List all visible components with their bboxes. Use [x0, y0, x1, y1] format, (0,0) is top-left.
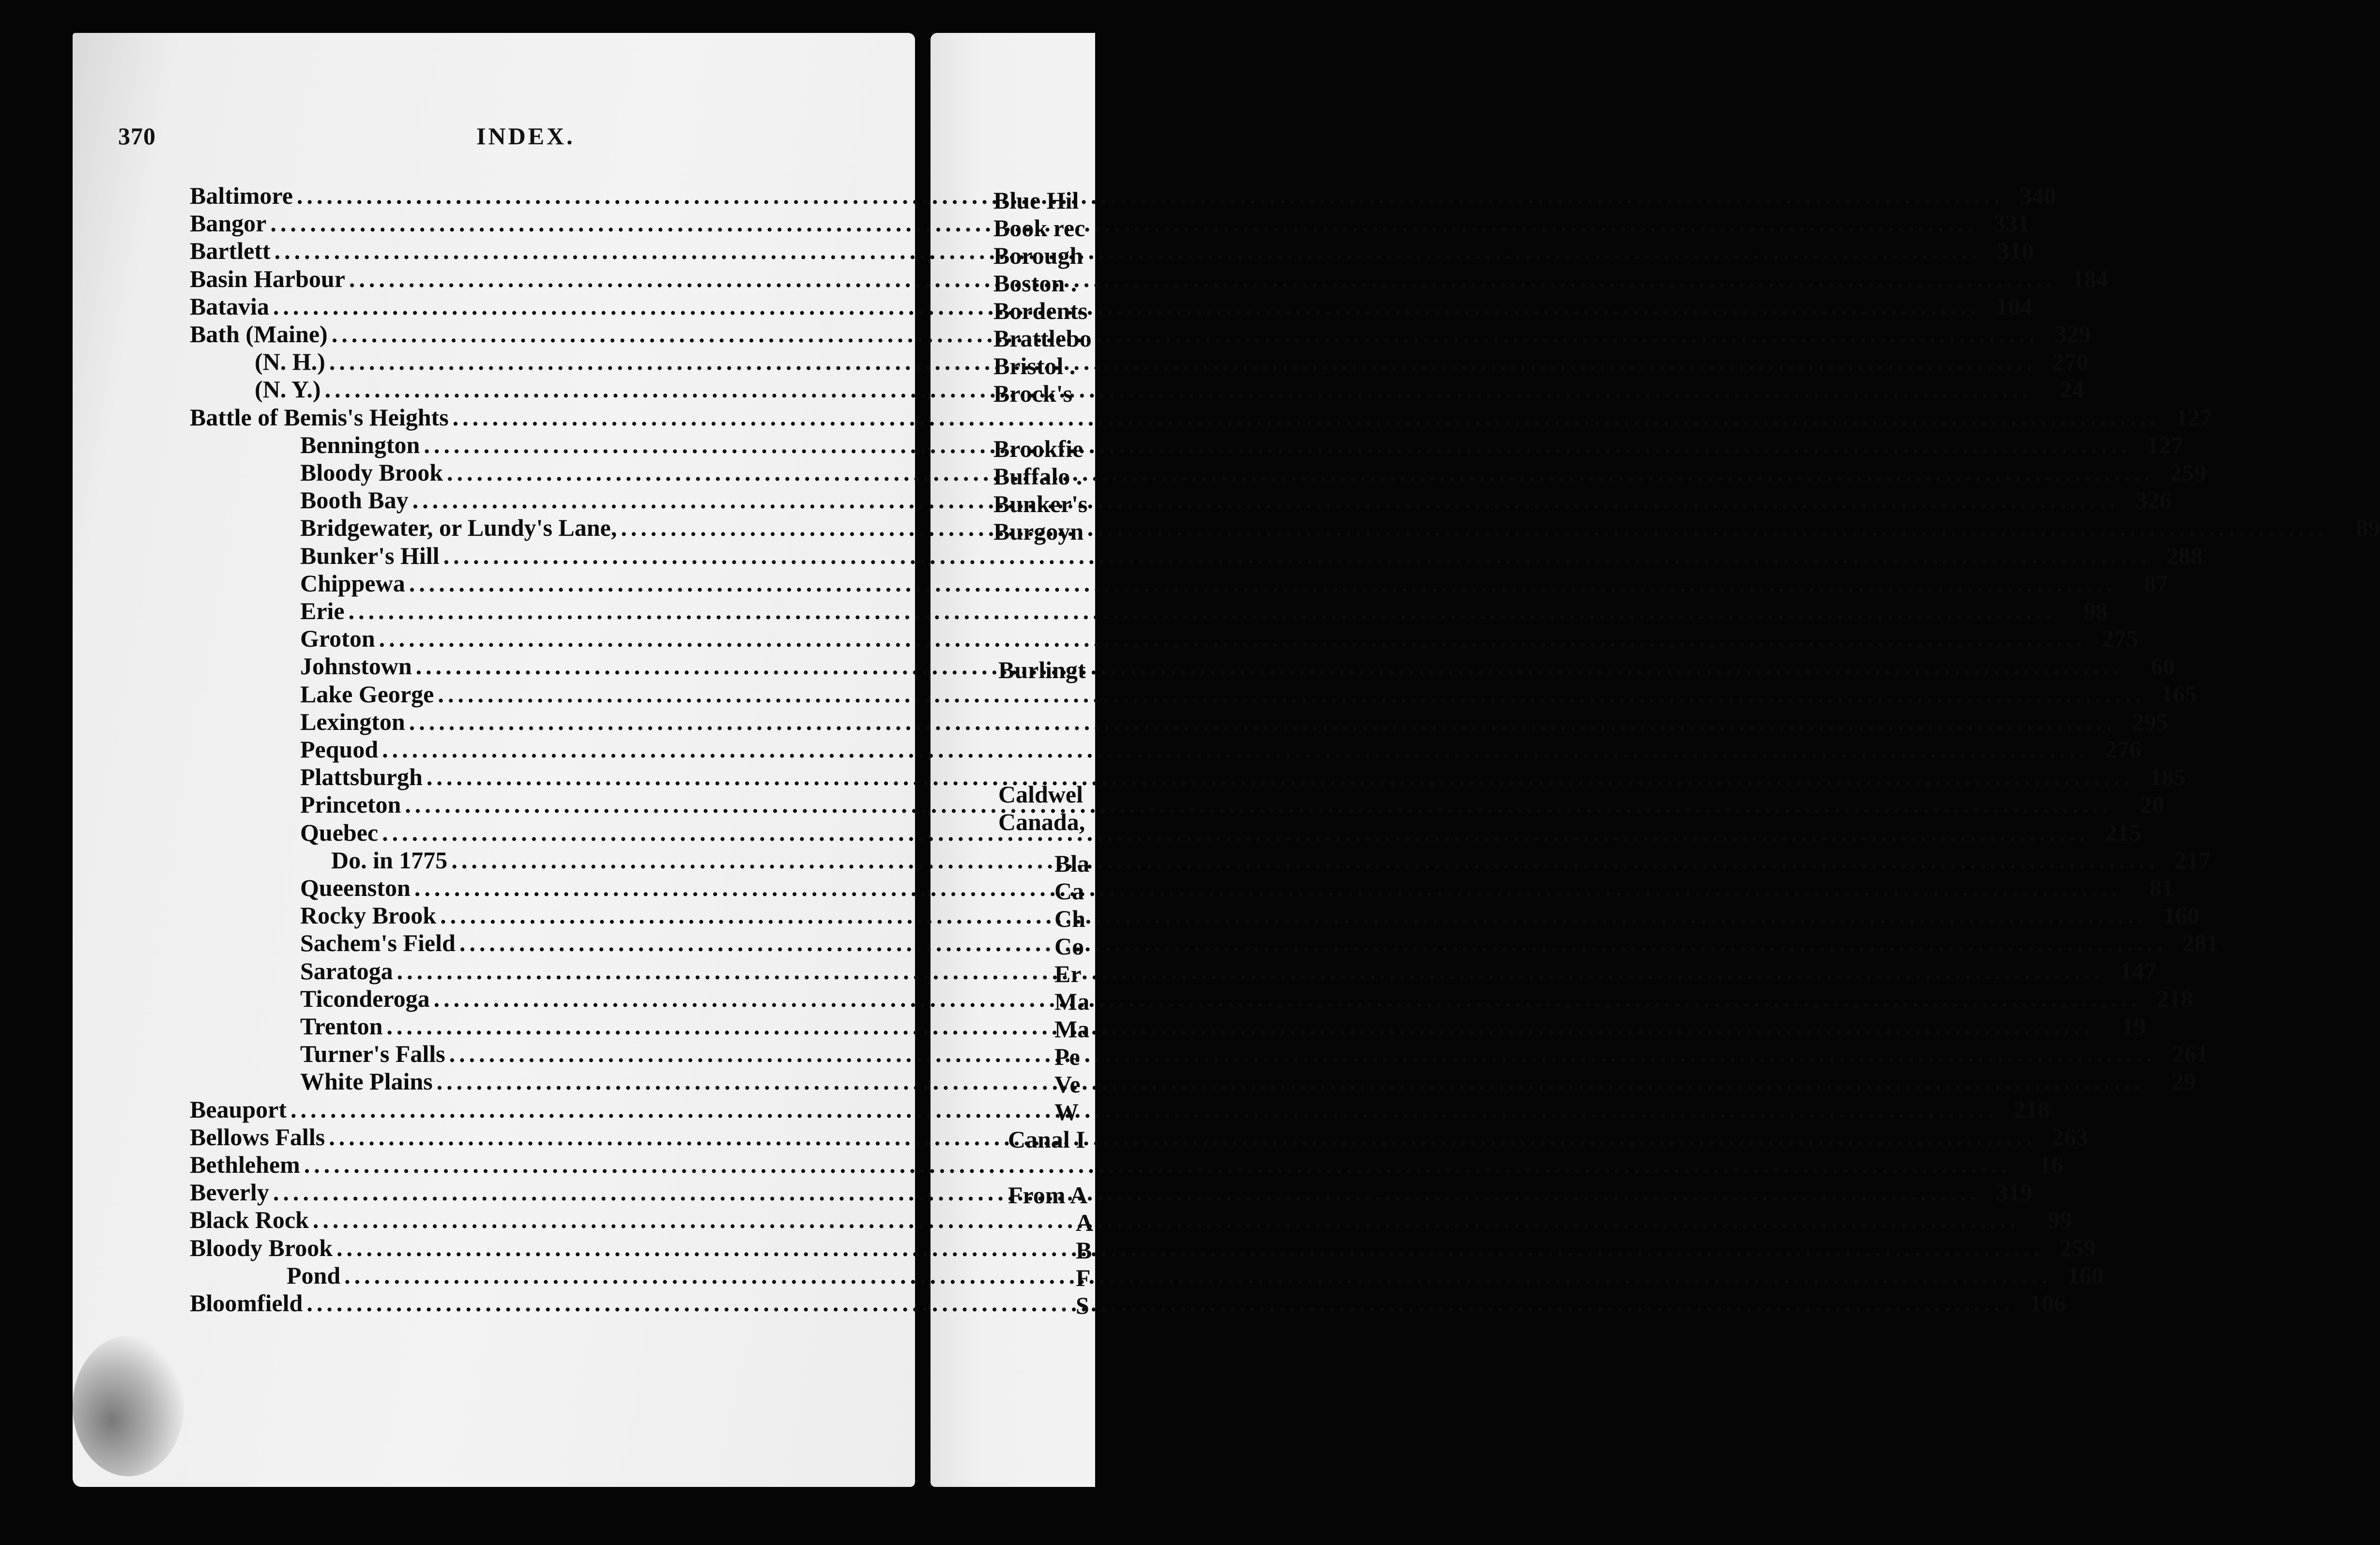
- index-entry: [190, 1289, 2066, 1317]
- right-page-entry-fragment: W: [1054, 1098, 1079, 1125]
- entry-page-number: 340: [2019, 182, 2056, 209]
- entry-label: Booth Bay: [300, 486, 409, 514]
- entry-page-number: 19: [2121, 1013, 2146, 1040]
- dot-leader: [443, 542, 2151, 570]
- dot-leader: [382, 735, 2089, 763]
- entry-label: Bethlehem: [190, 1151, 300, 1178]
- entry-page-number: 270: [2052, 348, 2089, 376]
- entry-page-number: 329: [2054, 320, 2091, 348]
- entry-page-number: 218: [2156, 985, 2193, 1012]
- entry-page-number: 185: [2149, 763, 2186, 791]
- index-entry: [300, 680, 2197, 708]
- entry-label: Batavia: [190, 292, 269, 320]
- entry-page-number: 60: [2151, 652, 2175, 680]
- right-page-entry-fragment: Burgoyn: [993, 518, 1084, 545]
- dot-leader: [621, 514, 2328, 542]
- right-page-entry-fragment: Ma: [1054, 1015, 1090, 1043]
- entry-label: Bloomfield: [190, 1289, 303, 1317]
- entry-label: Sachem's Field: [300, 929, 456, 957]
- dot-leader: [424, 431, 2131, 459]
- entry-page-number: 147: [2120, 957, 2156, 985]
- right-page-entry-fragment: From A: [1008, 1181, 1088, 1209]
- entry-label: Erie: [300, 597, 345, 624]
- entry-label: Princeton: [300, 791, 401, 818]
- entry-page-number: 276: [2105, 736, 2142, 763]
- entry-label: Ticonderoga: [300, 985, 430, 1012]
- entry-page-number: 218: [2014, 1095, 2050, 1123]
- entry-label: (N. Y.): [255, 376, 321, 403]
- dot-leader: [332, 320, 2039, 348]
- dot-leader: [273, 1178, 1980, 1206]
- dot-leader: [349, 265, 2056, 293]
- right-page-entry-fragment: Co: [1054, 933, 1084, 960]
- entry-page-number: 295: [2132, 708, 2168, 735]
- index-entry: [190, 403, 2212, 431]
- entry-page-number: 99: [2047, 1206, 2072, 1234]
- entry-page-number: 165: [2161, 680, 2197, 708]
- index-entry: [300, 735, 2142, 763]
- dot-leader: [382, 818, 2089, 847]
- entry-label: Pond: [287, 1261, 341, 1289]
- index-entry: [287, 1261, 2104, 1289]
- index-entry: [300, 763, 2186, 791]
- right-page-entry-fragment: Ve: [1054, 1071, 1081, 1098]
- dot-leader: [416, 652, 2123, 680]
- entry-page-number: 259: [2060, 1234, 2096, 1261]
- entry-label: Do. in 1775: [331, 846, 448, 874]
- entry-page-number: 275: [2102, 625, 2138, 652]
- right-page-entry-fragment: Caldwel: [998, 781, 1083, 808]
- right-page-entry-fragment: Canal I: [1008, 1126, 1085, 1153]
- entry-label: Baltimore: [190, 182, 293, 209]
- entry-label: Rocky Brook: [300, 902, 437, 929]
- entry-label: Basin Harbour: [190, 265, 345, 292]
- right-page-entry-fragment: S: [1076, 1292, 1089, 1319]
- dot-leader: [438, 680, 2145, 708]
- right-page-entry-fragment: Ch: [1054, 905, 1085, 932]
- entry-label: Saratoga: [300, 957, 393, 985]
- dot-leader: [349, 597, 2056, 625]
- page-stain: [73, 1336, 184, 1476]
- entry-label: Bloody Brook: [190, 1234, 333, 1261]
- entry-label: Groton: [300, 625, 375, 652]
- dot-leader: [313, 1206, 2020, 1234]
- dot-leader: [270, 209, 1977, 237]
- entry-page-number: 261: [2172, 1040, 2209, 1068]
- right-page-entry-fragment: Borough: [993, 242, 1083, 269]
- entry-label: Bridgewater, or Lundy's Lane,: [300, 514, 617, 542]
- dot-leader: [453, 403, 2160, 431]
- dot-leader: [336, 1234, 2044, 1262]
- entry-label: Beauport: [190, 1095, 287, 1123]
- dot-leader: [306, 1289, 2014, 1317]
- entry-label: Bangor: [190, 210, 267, 237]
- dot-leader: [409, 569, 2116, 597]
- entry-label: Pequod: [300, 736, 379, 763]
- dot-leader: [440, 901, 2147, 929]
- entry-label: Bellows Falls: [190, 1123, 325, 1151]
- index-entry: [190, 1234, 2096, 1262]
- entry-page-number: 16: [2039, 1151, 2063, 1178]
- index-entry: [300, 569, 2168, 597]
- entry-label: Queenston: [300, 874, 411, 901]
- entry-label: Plattsburgh: [300, 763, 423, 791]
- entry-label: Beverly: [190, 1179, 269, 1206]
- entry-page-number: 310: [1997, 237, 2034, 265]
- entry-page-number: 127: [2175, 403, 2212, 431]
- dot-leader: [329, 1123, 2036, 1151]
- entry-label: Black Rock: [190, 1206, 309, 1234]
- right-page-entry-fragment: Canada,: [998, 808, 1085, 835]
- entry-page-number: 20: [2140, 791, 2165, 818]
- entry-page-number: 104: [1996, 292, 2032, 320]
- index-entry: [190, 1095, 2050, 1123]
- entry-label: (N. H.): [255, 348, 325, 376]
- page-number: 370: [118, 122, 156, 150]
- right-page-entry-fragment: Burlingt: [998, 656, 1086, 683]
- right-page-entry-fragment: A: [1076, 1209, 1094, 1236]
- entry-label: Bath (Maine): [190, 320, 328, 348]
- dot-leader: [437, 1067, 2144, 1095]
- right-page-entry-fragment: Ma: [1054, 988, 1090, 1015]
- right-page-entry-fragment: Bunker's: [993, 490, 1088, 517]
- index-entry: [300, 597, 2108, 625]
- dot-leader: [325, 375, 2032, 403]
- entry-page-number: 89: [2356, 514, 2380, 542]
- entry-page-number: 281: [2182, 929, 2219, 957]
- entry-page-number: 160: [2163, 902, 2200, 929]
- entry-page-number: 217: [2174, 846, 2211, 874]
- page-title: INDEX.: [476, 122, 575, 150]
- right-page-entry-fragment: Book rec: [993, 214, 1085, 242]
- entry-page-number: 81: [2149, 874, 2174, 901]
- right-page-entry-fragment: Buffalo .: [993, 463, 1083, 490]
- dot-leader: [297, 182, 2004, 210]
- right-page-entry-fragment: Bordents: [993, 297, 1088, 324]
- page-header: [118, 122, 864, 156]
- entry-page-number: 319: [1996, 1179, 2032, 1206]
- right-page-entry-fragment: Pe: [1054, 1043, 1080, 1070]
- entry-page-number: 326: [2135, 486, 2172, 514]
- dot-leader: [275, 237, 1982, 265]
- entry-page-number: 106: [2029, 1289, 2066, 1317]
- dot-leader: [329, 348, 2036, 376]
- dot-leader: [414, 874, 2121, 902]
- right-page-entry-fragment: B: [1076, 1237, 1092, 1264]
- right-page-entry-fragment: F: [1076, 1264, 1091, 1291]
- entry-page-number: 331: [1993, 210, 2030, 237]
- entry-page-number: 184: [2072, 265, 2108, 292]
- index-entry: [300, 542, 2203, 570]
- right-page-entry-fragment: Blue Hil: [993, 187, 1079, 214]
- entry-page-number: 98: [2083, 597, 2108, 624]
- entry-label: Bennington: [300, 431, 420, 458]
- dot-leader: [427, 763, 2134, 791]
- entry-label: Chippewa: [300, 569, 405, 597]
- entry-label: Battle of Bemis's Heights: [190, 403, 449, 431]
- index-entry: [190, 1206, 2072, 1234]
- dot-leader: [397, 957, 2104, 985]
- entry-page-number: 288: [2166, 542, 2203, 569]
- entry-label: White Plains: [300, 1068, 433, 1095]
- dot-leader: [449, 1040, 2156, 1068]
- dot-leader: [451, 846, 2158, 874]
- right-page-entry-fragment: Boston .: [993, 270, 1077, 297]
- entry-label: Bloody Brook: [300, 459, 443, 486]
- entry-label: Lake George: [300, 680, 434, 708]
- entry-page-number: 127: [2147, 431, 2183, 458]
- right-page-entry-fragment: Brookfie: [993, 435, 1083, 462]
- right-page-entry-fragment: Bristol .: [993, 352, 1076, 379]
- entry-page-number: 29: [2171, 1068, 2196, 1095]
- dot-leader: [379, 624, 2086, 652]
- right-page-entry-fragment: Er: [1054, 960, 1082, 987]
- dot-leader: [459, 929, 2166, 957]
- dot-leader: [447, 458, 2154, 486]
- index-entry: [300, 708, 2168, 736]
- dot-leader: [344, 1261, 2051, 1289]
- entry-label: Quebec: [300, 818, 379, 846]
- right-page-entry-fragment: Brock's: [993, 380, 1072, 407]
- entry-page-number: 259: [2170, 459, 2206, 486]
- entry-page-number: 87: [2144, 569, 2168, 597]
- entry-label: Lexington: [300, 708, 405, 735]
- entry-page-number: 24: [2060, 376, 2084, 403]
- right-page-entry-fragment: Bla: [1054, 850, 1090, 877]
- entry-page-number: 215: [2105, 818, 2142, 846]
- index-entry: [300, 624, 2138, 652]
- dot-leader: [386, 1012, 2093, 1040]
- entry-label: Bunker's Hill: [300, 542, 440, 569]
- index-entry: [190, 1151, 2063, 1179]
- entry-page-number: 263: [2052, 1123, 2089, 1151]
- dot-leader: [412, 486, 2120, 514]
- dot-leader: [290, 1095, 1998, 1123]
- right-page-entry-fragment: Ca: [1054, 878, 1084, 905]
- dot-leader: [304, 1151, 2011, 1179]
- entry-label: Turner's Falls: [300, 1040, 445, 1068]
- entry-label: Trenton: [300, 1013, 383, 1040]
- entry-page-number: 160: [2067, 1261, 2104, 1289]
- dot-leader: [434, 985, 2141, 1013]
- right-page-fragments: [993, 0, 1094, 1545]
- dot-leader: [409, 708, 2116, 736]
- dot-leader: [405, 790, 2112, 818]
- right-page-entry-fragment: Brattlebo: [993, 325, 1092, 352]
- entry-label: Johnstown: [300, 652, 412, 680]
- dot-leader: [273, 292, 1980, 320]
- entry-label: Bartlett: [190, 237, 271, 265]
